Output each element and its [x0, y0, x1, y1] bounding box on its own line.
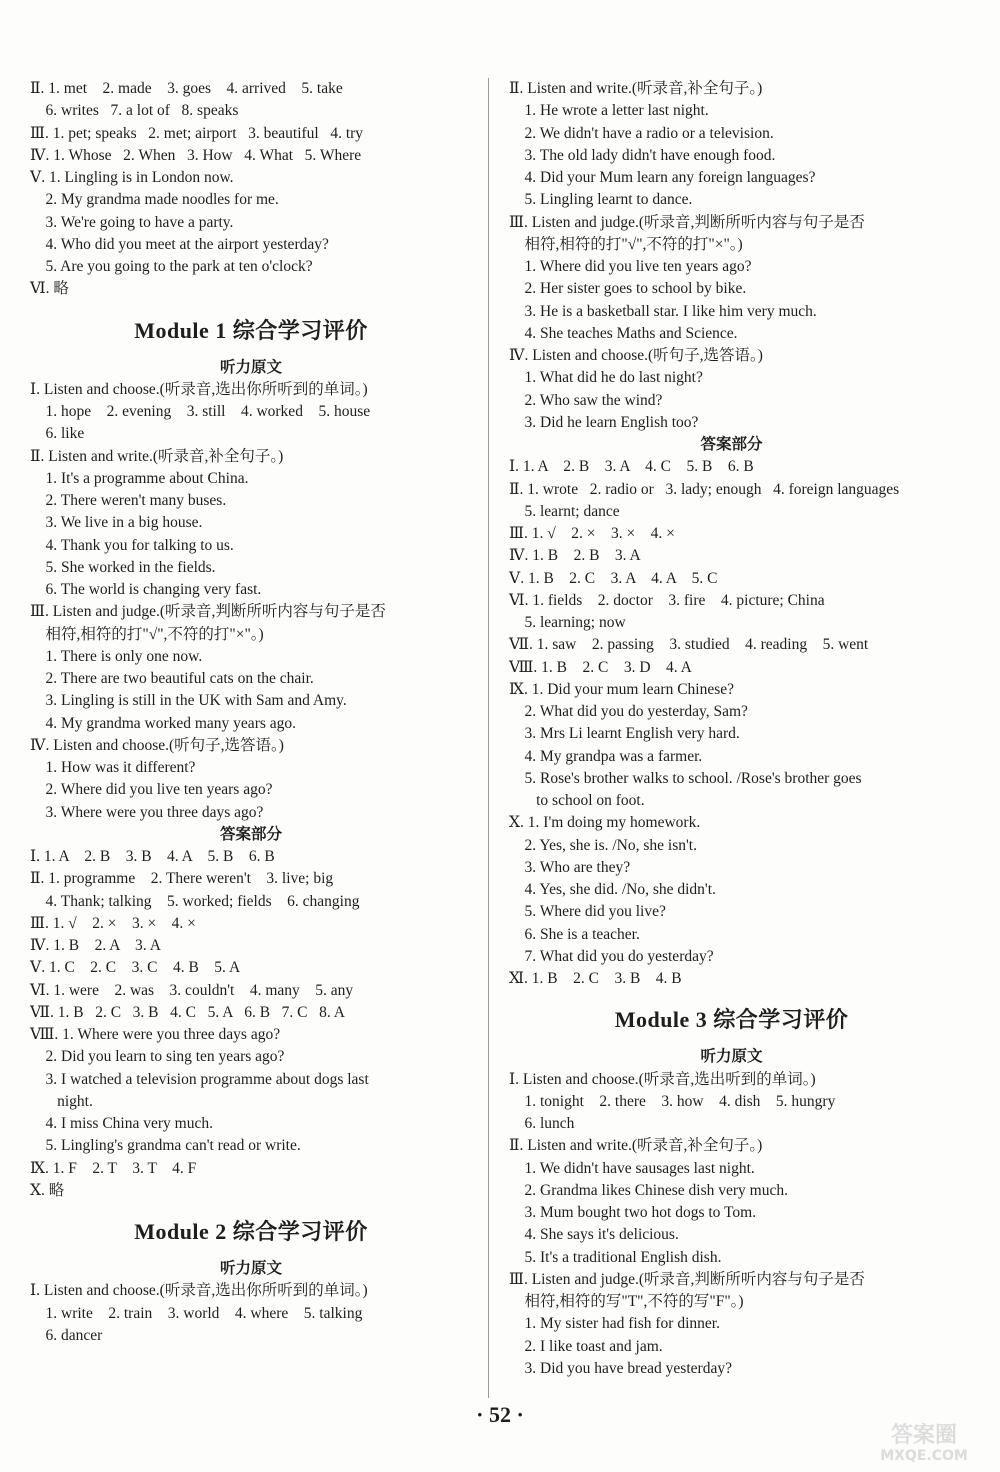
- text-line: Ⅸ. 1. Did your mum learn Chinese?: [509, 680, 735, 698]
- text-line: 3. Who are they?: [509, 858, 631, 876]
- text-line: Ⅲ. Listen and judge.(听录音,判断所听内容与句子是否: [509, 213, 865, 231]
- text-line: Ⅱ. Listen and write.(听录音,补全句子。): [30, 447, 284, 465]
- text-line: 4. Thank you for talking to us.: [30, 536, 234, 554]
- module-heading: Module 1 综合学习评价: [134, 317, 368, 343]
- text-line: 2. Grandma likes Chinese dish very much.: [509, 1181, 788, 1199]
- text-line: 5. Lingling learnt to dance.: [509, 191, 693, 209]
- text-line: Ⅺ. 1. B 2. C 3. B 4. B: [509, 970, 682, 987]
- text-line: Ⅹ. 1. I'm doing my homework.: [509, 814, 701, 832]
- watermark-text-url: MXQE.COM: [880, 1448, 968, 1464]
- text-line: Ⅲ. Listen and judge.(听录音,判断所听内容与句子是否: [509, 1270, 865, 1288]
- text-line: Ⅳ. Listen and choose.(听句子,选答语。): [509, 347, 763, 364]
- text-line: Ⅲ. 1. √ 2. × 3. × 4. ×: [30, 914, 196, 932]
- text-line: Ⅸ. 1. F 2. T 3. T 4. F: [30, 1159, 197, 1177]
- text-line: 5. It's a traditional English dish.: [509, 1248, 722, 1266]
- text-line: 4. Yes, she did. /No, she didn't.: [509, 881, 716, 898]
- text-line: 6. lunch: [509, 1115, 575, 1132]
- text-line: Ⅲ. 1. pet; speaks 2. met; airport 3. beautiful 4. try: [30, 124, 364, 142]
- text-line: 3. Mrs Li learnt English very hard.: [509, 725, 740, 743]
- section-subheading: 听力原文: [700, 1048, 763, 1066]
- text-line: 5. Are you going to the park at ten o'clock?: [30, 258, 313, 275]
- text-line: Ⅵ. 略: [30, 280, 69, 298]
- text-line: 3. I watched a television programme about dogs last: [30, 1070, 369, 1088]
- text-line: 3. Where were you three days ago?: [30, 803, 264, 821]
- text-line: Ⅳ. 1. Whose 2. When 3. How 4. What 5. Where: [30, 146, 362, 164]
- text-line: 5. She worked in the fields.: [30, 558, 216, 576]
- text-line: 5. Lingling's grandma can't read or write.: [30, 1137, 301, 1155]
- text-line: 3. He is a basketball star. I like him very much.: [509, 302, 817, 320]
- text-line: 1. write 2. train 3. world 4. where 5. talking: [30, 1304, 363, 1322]
- text-line: 1. tonight 2. there 3. how 4. dish 5. hungry: [509, 1092, 836, 1110]
- text-line: 1. hope 2. evening 3. still 4. worked 5. house: [30, 403, 371, 420]
- text-line: Ⅰ. Listen and choose.(听录音,选出你所听到的单词。): [30, 380, 368, 398]
- text-line: 6. like: [30, 425, 85, 443]
- text-line: 6. The world is changing very fast.: [30, 581, 262, 598]
- text-line: Ⅳ. 1. B 2. A 3. A: [30, 937, 161, 954]
- text-line: 6. writes 7. a lot of 8. speaks: [30, 102, 239, 120]
- text-line: 1. What did he do last night?: [509, 369, 703, 387]
- text-line: 4. She teaches Maths and Science.: [509, 324, 738, 342]
- text-line: Ⅱ. 1. wrote 2. radio or 3. lady; enough 4. foreign languages: [509, 480, 900, 498]
- text-line: Ⅰ. 1. A 2. B 3. B 4. A 5. B 6. B: [30, 848, 275, 865]
- module-heading: Module 2 综合学习评价: [134, 1219, 368, 1244]
- section-subheading: 听力原文: [219, 1260, 282, 1277]
- text-line: Ⅶ. 1. B 2. C 3. B 4. C 5. A 6. B 7. C 8. A: [30, 1003, 345, 1021]
- text-line: 1. My sister had fish for dinner.: [509, 1315, 720, 1333]
- text-line: 2. Who saw the wind?: [509, 391, 663, 409]
- text-line: 1. How was it different?: [30, 759, 196, 776]
- text-line: 5. Rose's brother walks to school. /Rose's brother goes: [509, 769, 862, 787]
- text-line: Ⅰ. Listen and choose.(听录音,选出你所听到的单词。): [30, 1282, 368, 1300]
- text-line: Ⅱ. Listen and write.(听录音,补全句子。): [509, 1137, 763, 1155]
- text-line: 1. He wrote a letter last night.: [509, 102, 709, 120]
- text-line: 5. learning; now: [509, 614, 626, 631]
- text-line: Ⅴ. 1. C 2. C 3. C 4. B 5. A: [30, 959, 241, 977]
- text-line: Ⅰ. 1. A 2. B 3. A 4. C 5. B 6. B: [509, 458, 754, 476]
- text-line: to school on foot.: [509, 792, 645, 809]
- module-heading: Module 3 综合学习评价: [614, 1007, 849, 1033]
- text-line: 2. What did you do yesterday, Sam?: [509, 703, 748, 720]
- text-line: 2. Did you learn to sing ten years ago?: [30, 1048, 285, 1066]
- text-line: Ⅲ. 1. √ 2. × 3. × 4. ×: [509, 525, 675, 542]
- text-line: 2. Her sister goes to school by bike.: [509, 280, 747, 298]
- text-line: 相符,相符的写"T",不符的写"F"。): [509, 1293, 744, 1310]
- text-line: Ⅵ. 1. fields 2. doctor 3. fire 4. picture; China: [509, 591, 825, 609]
- section-subheading: 答案部分: [700, 436, 763, 453]
- text-line: 1. It's a programme about China.: [30, 469, 249, 487]
- text-line: 3. We're going to have a party.: [30, 213, 234, 231]
- section-subheading: 答案部分: [219, 825, 282, 843]
- text-line: Ⅱ. 1. programme 2. There weren't 3. live; big: [30, 870, 334, 888]
- text-line: Ⅵ. 1. were 2. was 3. couldn't 4. many 5. any: [30, 981, 354, 999]
- text-line: 2. My grandma made noodles for me.: [30, 191, 279, 209]
- text-line: Ⅲ. Listen and judge.(听录音,判断所听内容与句子是否: [30, 603, 386, 621]
- text-line: 2. I like toast and jam.: [509, 1337, 663, 1355]
- text-line: 4. I miss China very much.: [30, 1115, 213, 1132]
- text-line: 2. We didn't have a radio or a television.: [509, 124, 774, 142]
- text-line: 3. The old lady didn't have enough food.: [509, 146, 776, 164]
- text-line: 2. Yes, she is. /No, she isn't.: [509, 836, 697, 854]
- text-line: 相符,相符的打"√",不符的打"×"。): [509, 235, 743, 253]
- text-line: 3. Mum bought two hot dogs to Tom.: [509, 1204, 757, 1221]
- text-line: 4. Thank; talking 5. worked; fields 6. changing: [30, 892, 360, 910]
- text-line: Ⅴ. 1. Lingling is in London now.: [30, 169, 234, 186]
- text-line: Ⅶ. 1. saw 2. passing 3. studied 4. reading 5. went: [509, 636, 869, 654]
- section-subheading: 听力原文: [219, 358, 282, 376]
- text-line: 4. Who did you meet at the airport yesterday?: [30, 235, 329, 253]
- text-line: Ⅴ. 1. B 2. C 3. A 4. A 5. C: [509, 569, 718, 587]
- text-line: 2. There are two beautiful cats on the chair.: [30, 670, 314, 687]
- left-column: [30, 78, 472, 1347]
- text-line: Ⅹ. 略: [30, 1181, 65, 1199]
- text-line: 6. She is a teacher.: [509, 925, 640, 943]
- text-line: 4. My grandma worked many years ago.: [30, 714, 297, 732]
- text-line: 4. My grandpa was a farmer.: [509, 747, 703, 765]
- text-line: Ⅳ. Listen and choose.(听句子,选答语。): [30, 736, 284, 754]
- page-number: · 52 ·: [476, 1402, 524, 1427]
- text-line: 7. What did you do yesterday?: [509, 947, 714, 965]
- text-line: 4. She says it's delicious.: [509, 1226, 679, 1244]
- text-line: 1. There is only one now.: [30, 647, 203, 665]
- text-line: 5. learnt; dance: [509, 502, 620, 520]
- text-line: Ⅱ. 1. met 2. made 3. goes 4. arrived 5. take: [30, 80, 343, 97]
- text-line: 3. Lingling is still in the UK with Sam and Amy.: [30, 692, 347, 710]
- text-line: 3. Did he learn English too?: [509, 413, 699, 431]
- text-line: Ⅳ. 1. B 2. B 3. A: [509, 547, 641, 565]
- watermark-logo: [862, 1418, 986, 1464]
- text-line: 1. We didn't have sausages last night.: [509, 1159, 755, 1177]
- text-line: 相符,相符的打"√",不符的打"×"。): [30, 625, 264, 643]
- text-line: 1. Where did you live ten years ago?: [509, 258, 752, 275]
- text-line: 3. We live in a big house.: [30, 514, 203, 532]
- text-line: 6. dancer: [30, 1326, 103, 1344]
- text-line: 2. There weren't many buses.: [30, 492, 227, 509]
- column-divider: [488, 78, 489, 1398]
- text-line: Ⅱ. Listen and write.(听录音,补全句子。): [509, 80, 763, 97]
- text-line: Ⅷ. 1. Where were you three days ago?: [30, 1026, 281, 1043]
- text-line: 2. Where did you live ten years ago?: [30, 781, 273, 799]
- text-line: night.: [30, 1092, 93, 1110]
- text-line: Ⅰ. Listen and choose.(听录音,选出听到的单词。): [509, 1070, 816, 1088]
- watermark-text-cn: 答案圈: [890, 1423, 958, 1448]
- right-column: [509, 78, 954, 1380]
- text-line: Ⅷ. 1. B 2. C 3. D 4. A: [509, 658, 692, 676]
- text-line: 4. Did your Mum learn any foreign languages?: [509, 169, 816, 186]
- text-line: 3. Did you have bread yesterday?: [509, 1359, 732, 1377]
- text-line: 5. Where did you live?: [509, 903, 666, 921]
